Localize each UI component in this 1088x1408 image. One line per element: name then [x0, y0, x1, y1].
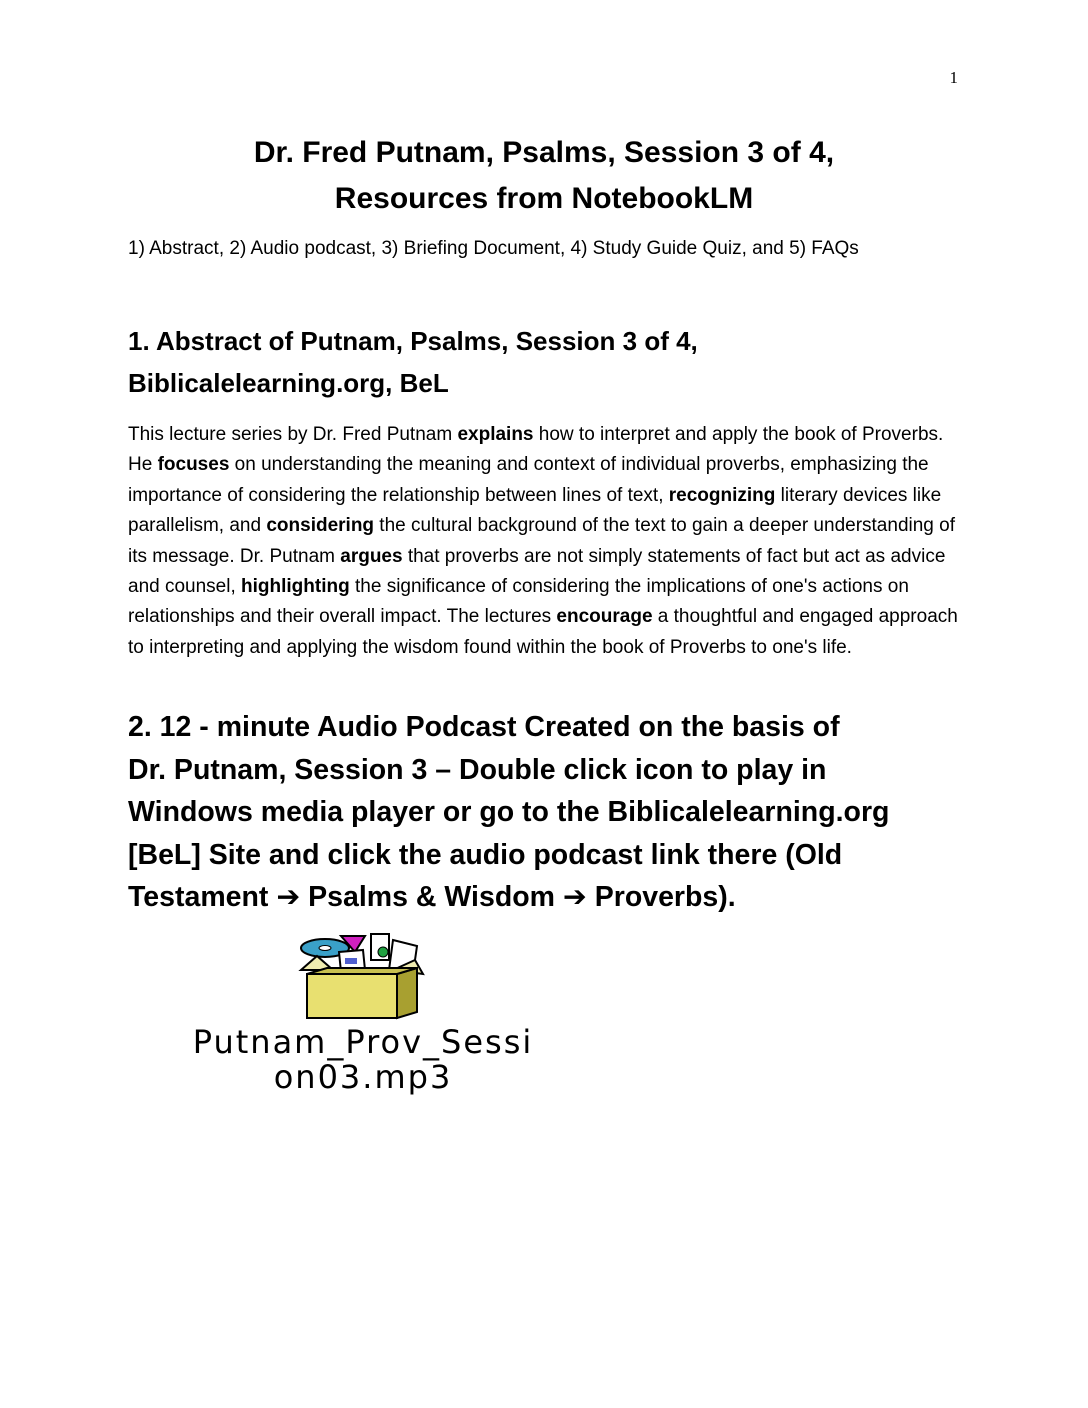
title-line-2: Resources from NotebookLM — [334, 182, 754, 215]
podcast-heading-text: Proverbs). — [586, 881, 736, 913]
abstract-bold-term: argues — [340, 545, 403, 567]
abstract-heading-line-2: Biblicalelearning.org, BeL — [128, 368, 449, 398]
podcast-heading — [128, 706, 958, 919]
abstract-text: the significance of considering the implications of one's actions on relationships and their overall impact. The lectures — [128, 576, 909, 628]
abstract-bold-term: considering — [266, 515, 375, 537]
abstract-text: literary devices like parallelism, and — [128, 484, 942, 537]
attachment-filename[interactable] — [138, 1025, 588, 1095]
resources-list: 1) Abstract, 2) Audio podcast, 3) Briefing Document, 4) Study Guide Quiz, and 5) FAQs — [128, 238, 859, 259]
title-line-1: Dr. Fred Putnam, Psalms, Session 3 of 4, — [253, 136, 835, 169]
abstract-text: the cultural background of the text to gain a deeper understanding of its message. Dr. Putnam — [128, 515, 955, 567]
audio-attachment[interactable] — [138, 930, 588, 1100]
abstract-text: how to interpret and apply the book of Proverbs. He — [128, 424, 944, 476]
abstract-bold-term: recognizing — [668, 484, 776, 506]
abstract-text: on understanding the meaning and context of individual proverbs, emphasizing the importance of considering the relationship between lines of text, — [128, 454, 929, 506]
page-number: 1 — [949, 68, 958, 87]
podcast-heading-text: Psalms & Wisdom — [300, 881, 563, 913]
right-arrow-icon: ➔ — [276, 880, 301, 913]
abstract-bold-term: focuses — [157, 454, 230, 476]
filename-line-1: Putnam_Prov_Sessi — [192, 1023, 534, 1061]
package-icon[interactable] — [293, 930, 433, 1025]
podcast-heading-text: Dr. Putnam, Session 3 – Double click icon to play in Windows media player or go to the Biblicalelearning.org [BeL] Site and click the audio podcast link there (Old Testament — [128, 753, 890, 913]
podcast-heading-body — [128, 749, 958, 919]
abstract-bold-term: explains — [457, 424, 534, 445]
abstract-text: a thoughtful and engaged approach to interpreting and applying the wisdom found within the book of Proverbs to one's life. — [128, 606, 958, 658]
abstract-text: that proverbs are not simply statements of fact but act as advice and counsel, — [128, 545, 946, 598]
abstract-paragraph — [128, 420, 958, 663]
right-arrow-icon: ➔ — [562, 880, 587, 913]
abstract-bold-term: encourage — [556, 606, 653, 628]
abstract-heading-line-1: 1. Abstract of Putnam, Psalms, Session 3 of 4, — [128, 326, 698, 356]
abstract-heading — [128, 320, 958, 404]
podcast-heading-line-1: 2. 12 - minute Audio Podcast Created on the basis of — [128, 711, 840, 743]
abstract-text: This lecture series by Dr. Fred Putnam — [128, 424, 458, 445]
filename-line-2: on03.mp3 — [273, 1058, 453, 1096]
abstract-bold-term: highlighting — [241, 576, 350, 598]
document-title — [0, 130, 1088, 222]
